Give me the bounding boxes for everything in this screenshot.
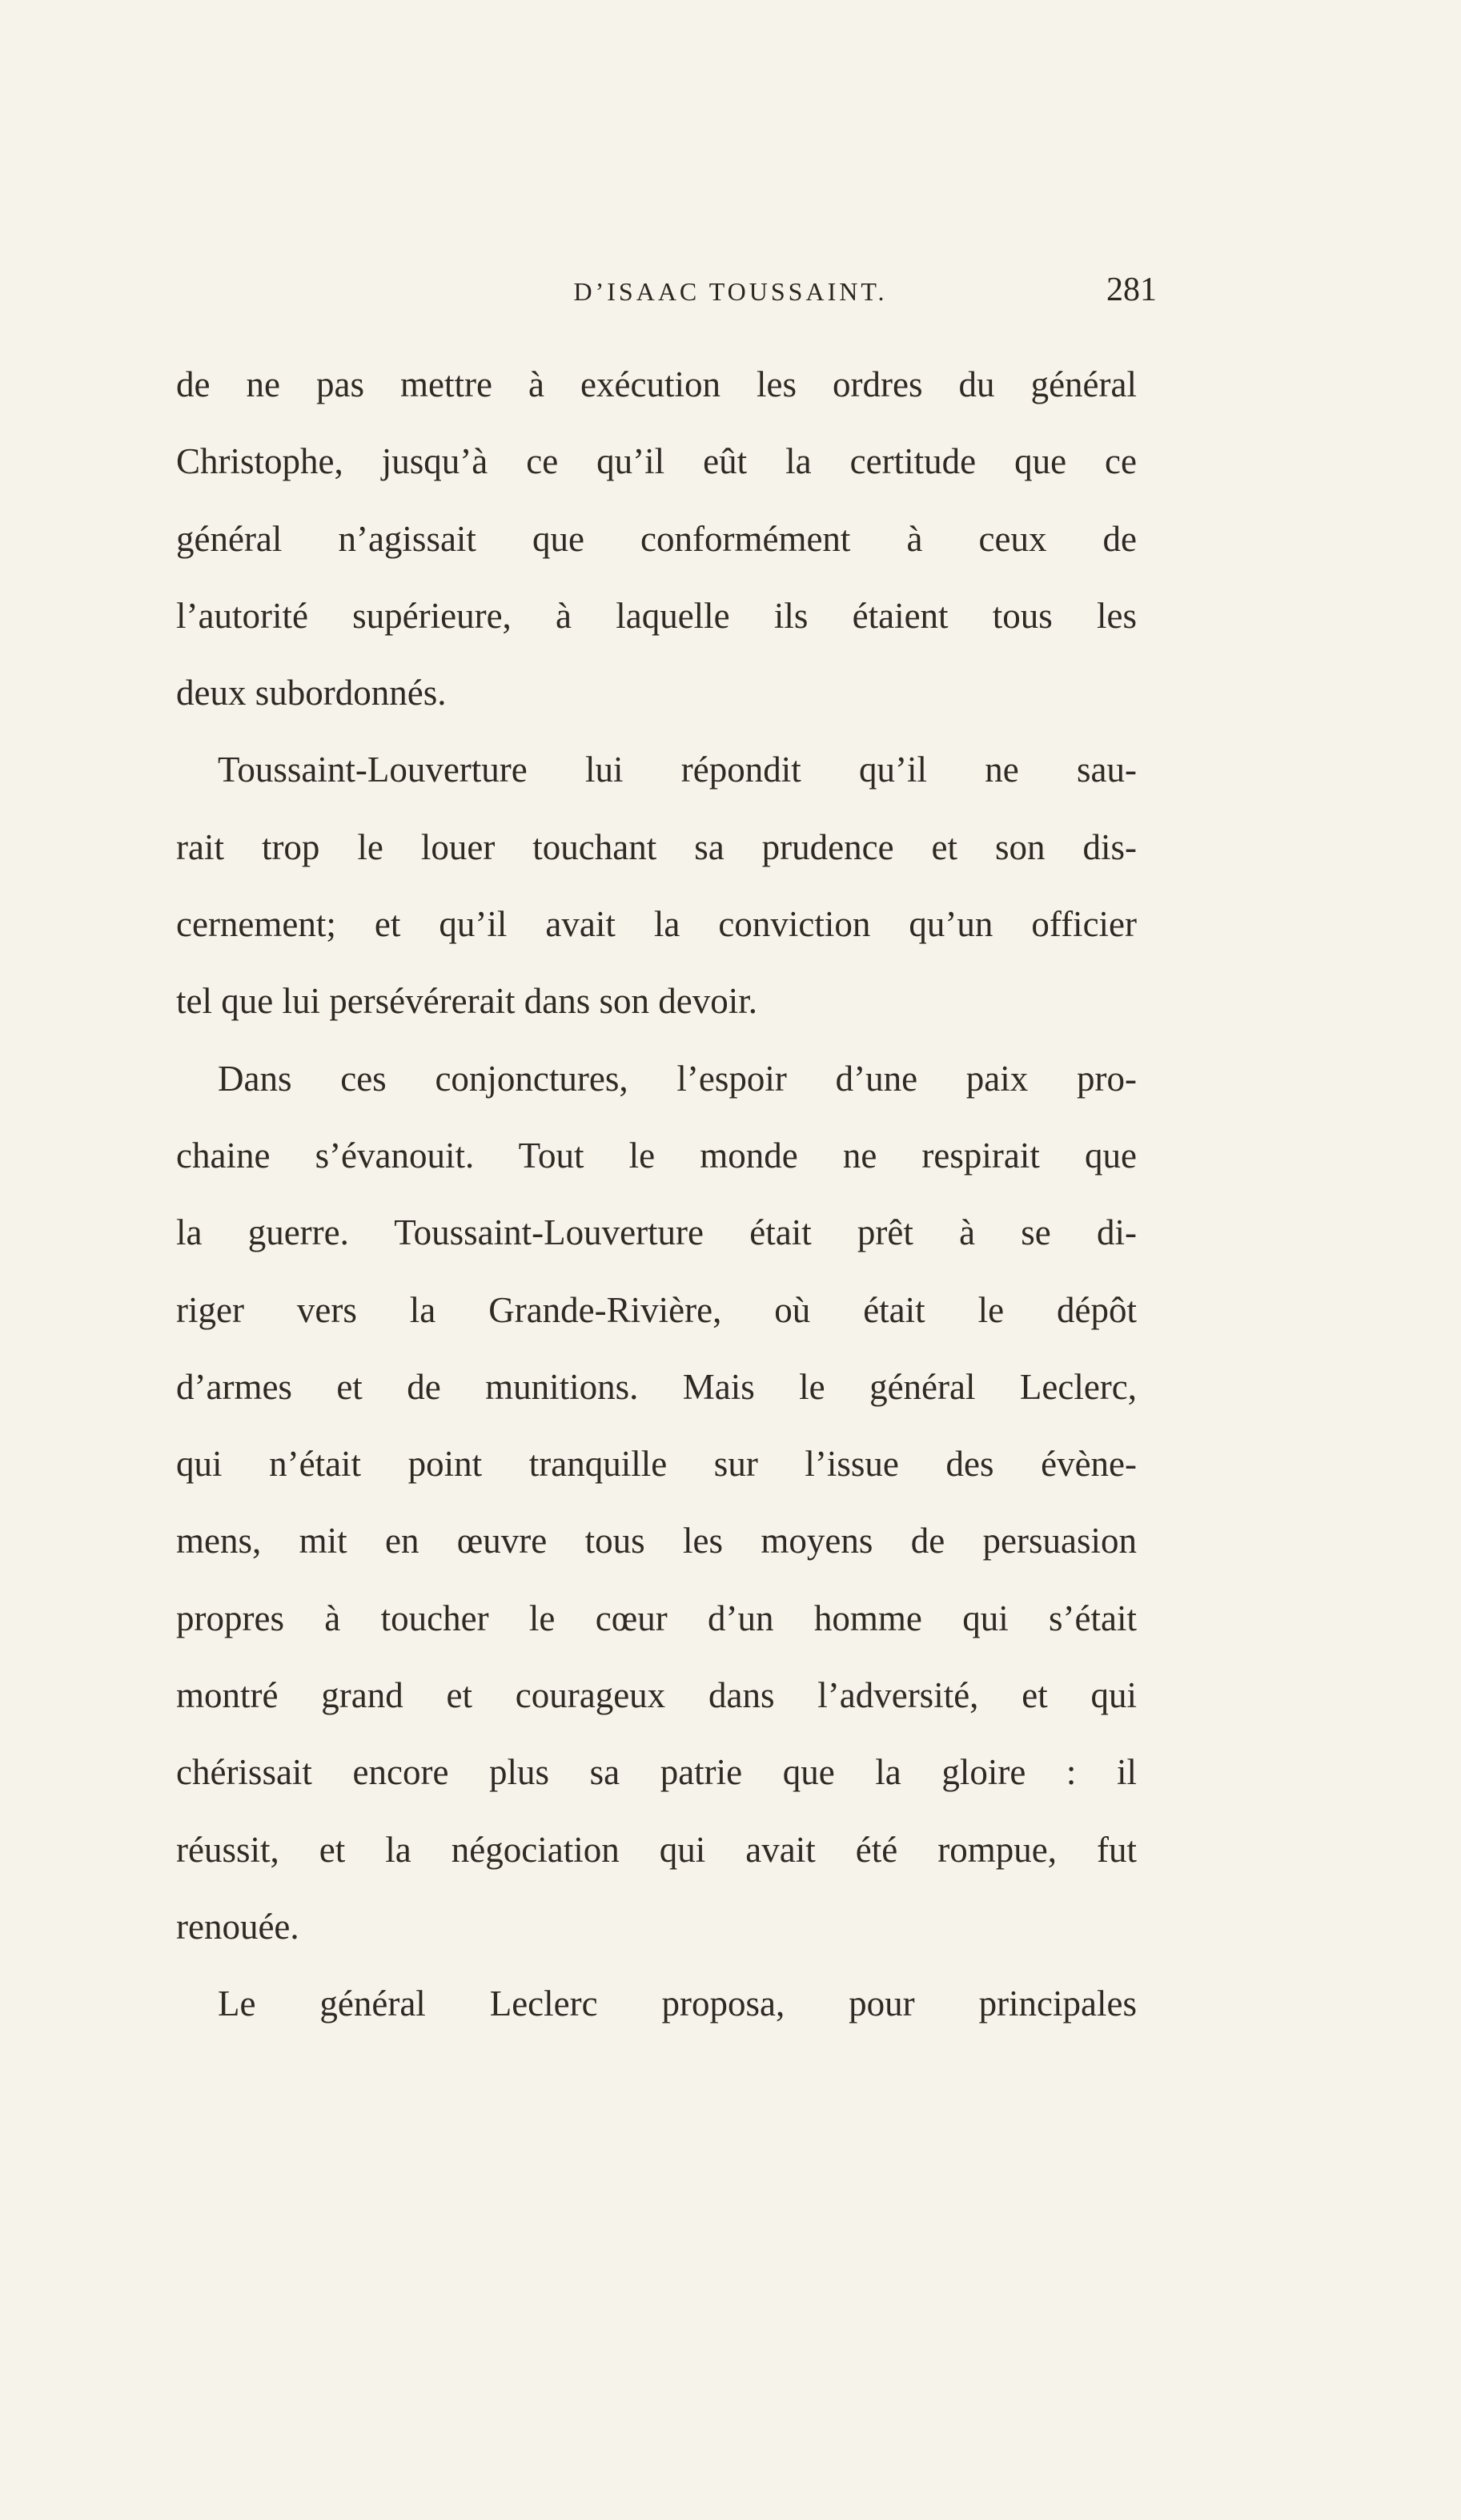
text-line: Toussaint-Louverture lui répondit qu’il ne sau- [218, 750, 1137, 790]
text-line: chaine s’évanouit. Tout le monde ne respirait que [176, 1135, 1137, 1176]
text-line: d’armes et de munitions. Mais le général Leclerc, [176, 1366, 1137, 1407]
text-line: Christophe, jusqu’à ce qu’il eût la certitude que ce [176, 441, 1137, 482]
text-line: qui n’était point tranquille sur l’issue des évène- [176, 1444, 1137, 1485]
text-line: montré grand et courageux dans l’adversité, et qui [176, 1675, 1137, 1716]
page-number: 281 [1106, 271, 1157, 308]
text-line: tel que lui persévérerait dans son devoir. [176, 981, 758, 1022]
text-line: l’autorité supérieure, à laquelle ils étaient tous les [176, 595, 1137, 636]
text-line: mens, mit en œuvre tous les moyens de persuasion [176, 1521, 1137, 1561]
text-line: Le général Leclerc proposa, pour principales [218, 1983, 1137, 2024]
text-line: renouée. [176, 1906, 299, 1947]
text-line: de ne pas mettre à exécution les ordres du général [176, 364, 1137, 404]
running-head [0, 271, 1461, 319]
text-line: deux subordonnés. [176, 673, 447, 713]
text-line: cernement; et qu’il avait la conviction qu’un officier [176, 904, 1137, 945]
text-line: réussit, et la négociation qui avait été rompue, fut [176, 1829, 1137, 1870]
text-line: général n’agissait que conformément à ceux de [176, 518, 1137, 559]
text-line: rait trop le louer touchant sa prudence et son dis- [176, 826, 1137, 867]
text-line: Dans ces conjonctures, l’espoir d’une paix pro- [218, 1058, 1137, 1099]
body-text [176, 346, 1137, 2043]
text-line: chérissait encore plus sa patrie que la gloire : il [176, 1752, 1137, 1793]
text-line: la guerre. Toussaint-Louverture était prêt à se di- [176, 1212, 1137, 1253]
text-line: propres à toucher le cœur d’un homme qui s’était [176, 1598, 1137, 1638]
text-line: riger vers la Grande-Rivière, où était le dépôt [176, 1289, 1137, 1330]
running-title: D’ISAAC TOUSSAINT. [573, 277, 888, 306]
